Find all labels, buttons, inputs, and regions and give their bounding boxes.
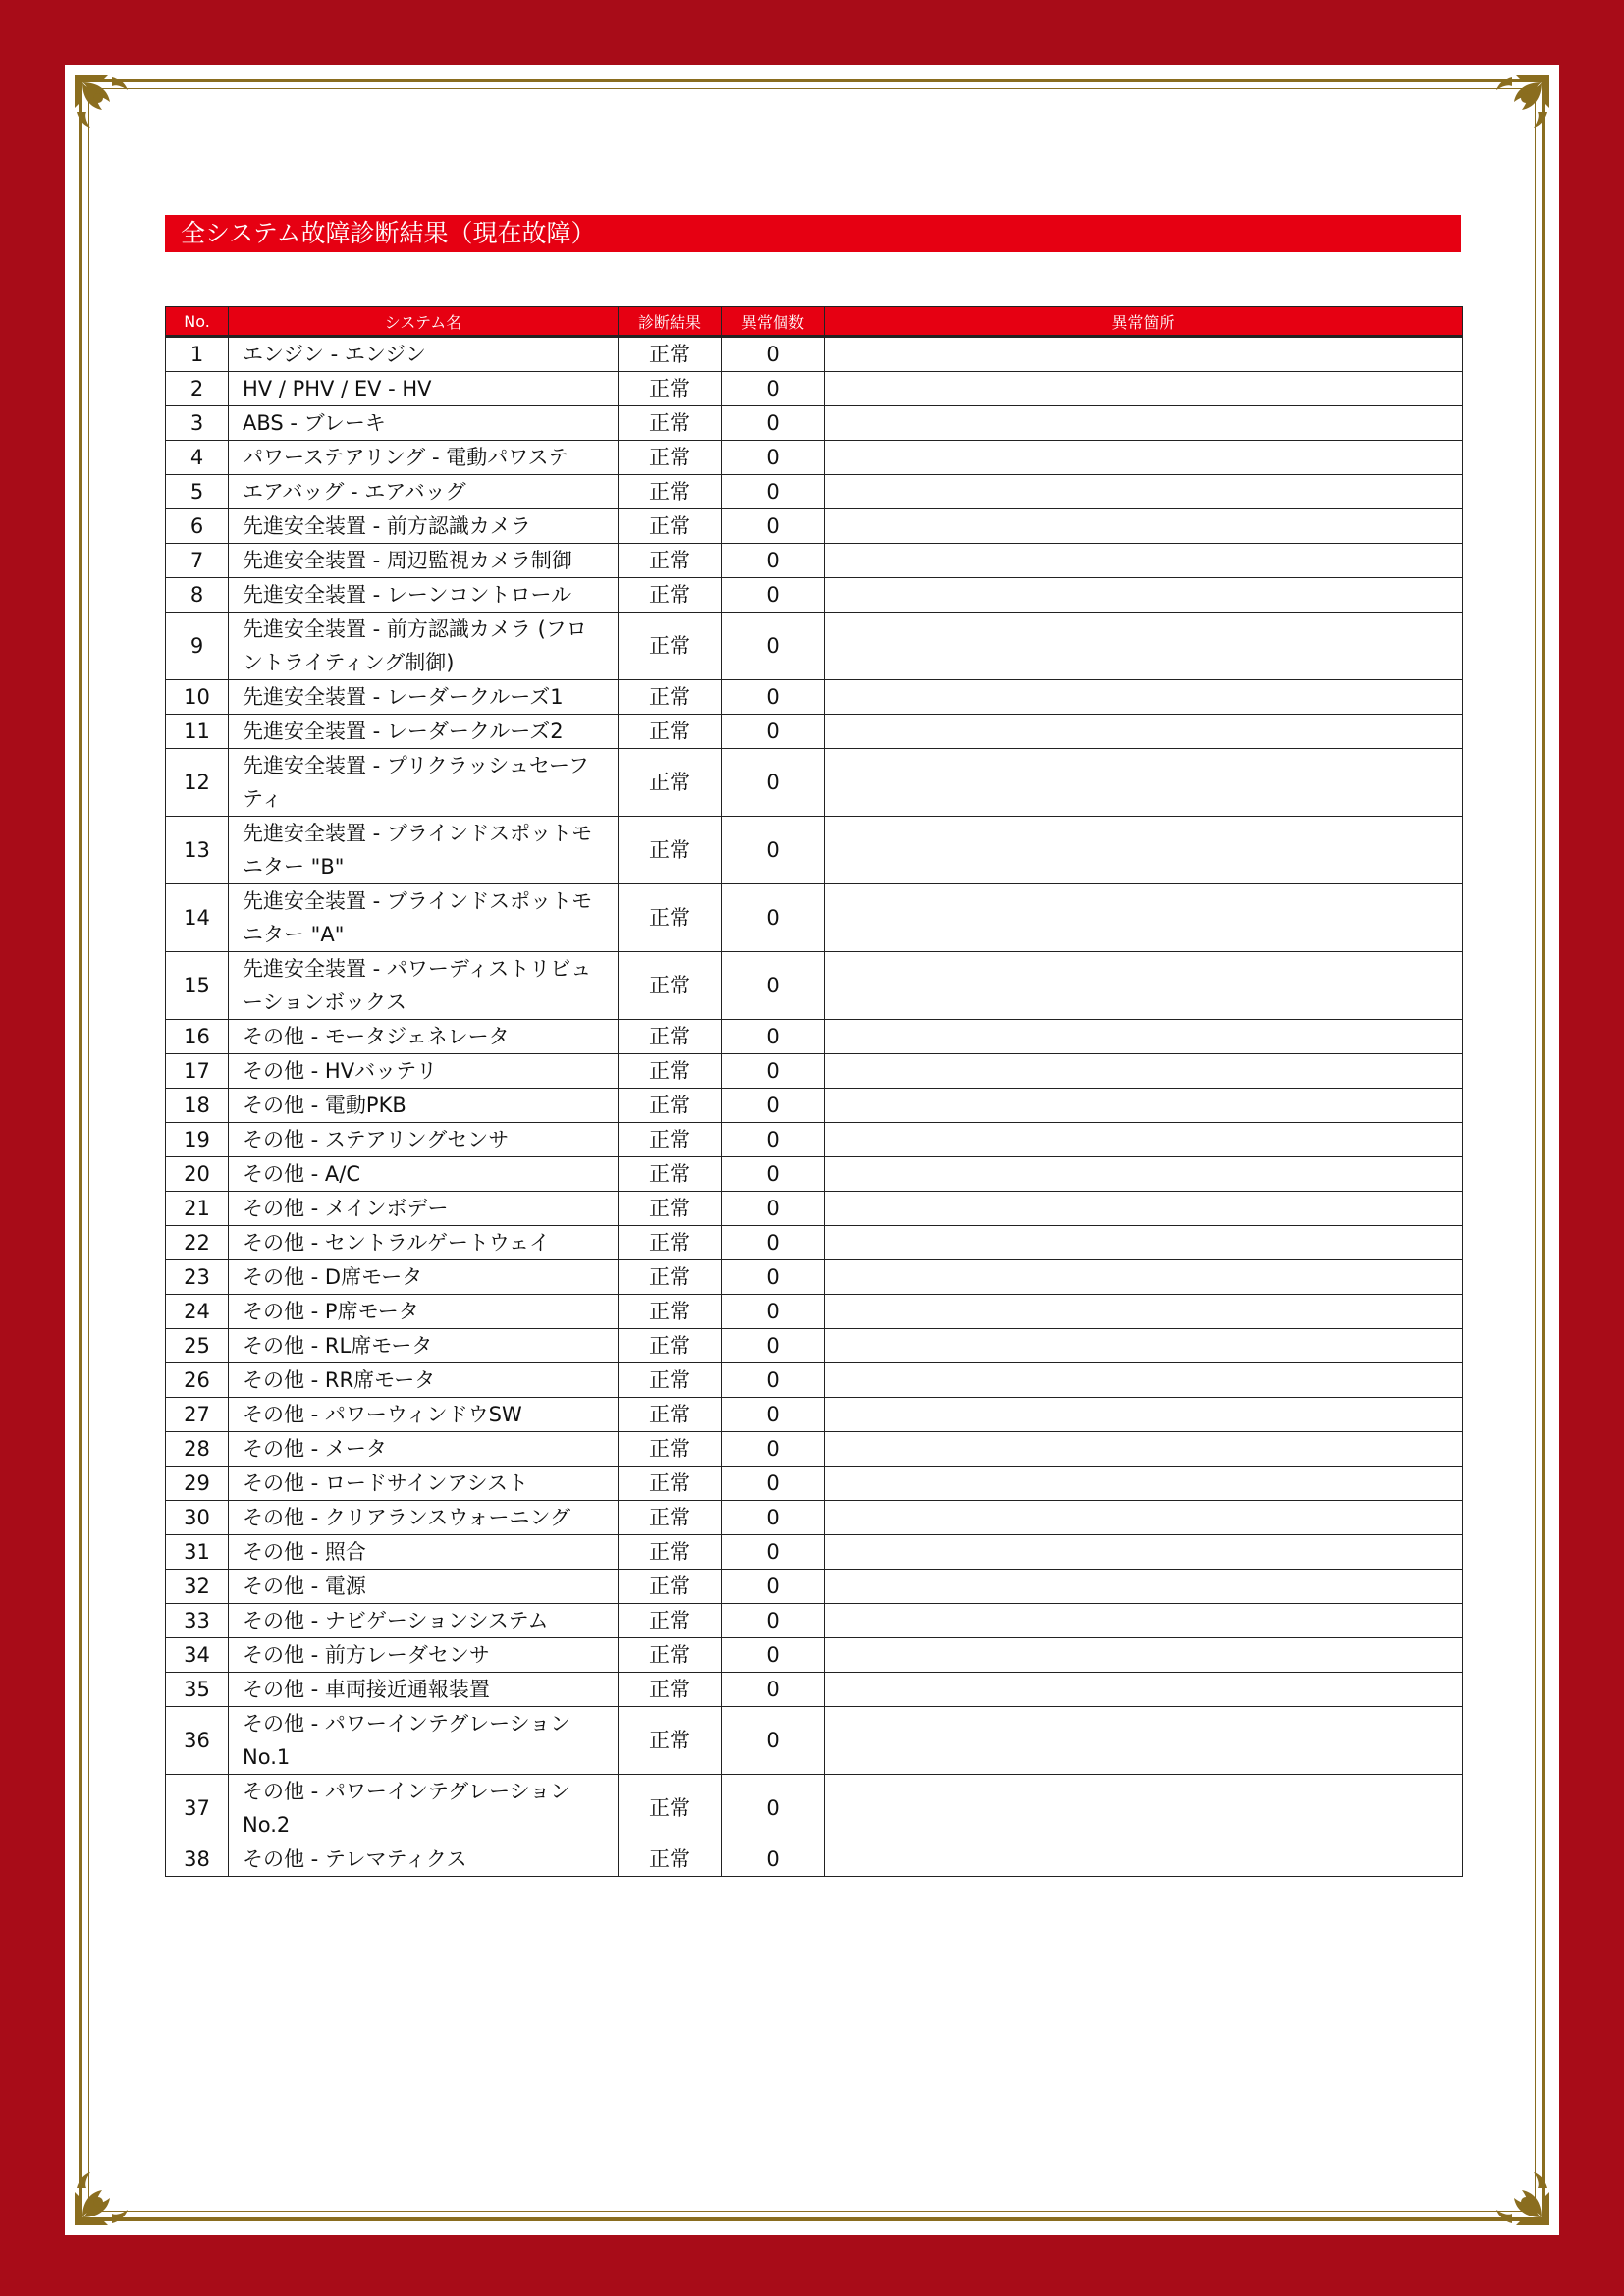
fault-count: 0 xyxy=(722,1570,825,1604)
row-number: 20 xyxy=(166,1157,229,1192)
fault-count: 0 xyxy=(722,884,825,952)
diagnosis-result: 正常 xyxy=(619,817,722,884)
system-name: 先進安全装置 - レーダークルーズ2 xyxy=(229,715,619,749)
fault-count: 0 xyxy=(722,1054,825,1089)
row-number: 17 xyxy=(166,1054,229,1089)
fault-count: 0 xyxy=(722,715,825,749)
fault-location xyxy=(825,1295,1463,1329)
diagnosis-result: 正常 xyxy=(619,749,722,817)
fault-count: 0 xyxy=(722,817,825,884)
table-row xyxy=(166,1260,1463,1295)
table-row xyxy=(166,817,1463,884)
table-row xyxy=(166,337,1463,372)
row-number: 9 xyxy=(166,613,229,680)
system-name: その他 - メインボデー xyxy=(229,1192,619,1226)
fault-count: 0 xyxy=(722,1260,825,1295)
fault-count: 0 xyxy=(722,509,825,544)
table-row xyxy=(166,406,1463,441)
column-header-result: 診断結果 xyxy=(619,307,722,337)
row-number: 38 xyxy=(166,1842,229,1877)
fault-location xyxy=(825,406,1463,441)
table-row xyxy=(166,1535,1463,1570)
fault-count: 0 xyxy=(722,1707,825,1775)
system-name: 先進安全装置 - レーンコントロール xyxy=(229,578,619,613)
fault-location xyxy=(825,441,1463,475)
system-name: その他 - メータ xyxy=(229,1432,619,1467)
system-name: その他 - パワーインテグレーション No.1 xyxy=(229,1707,619,1775)
table-row xyxy=(166,544,1463,578)
fault-count: 0 xyxy=(722,1157,825,1192)
diagnosis-result: 正常 xyxy=(619,441,722,475)
system-name: 先進安全装置 - 前方認識カメラ (フロントライティング制御) xyxy=(229,613,619,680)
fault-location xyxy=(825,749,1463,817)
diagnosis-result: 正常 xyxy=(619,1329,722,1363)
report-title: 全システム故障診断結果（現在故障） xyxy=(165,215,1461,252)
row-number: 36 xyxy=(166,1707,229,1775)
table-row xyxy=(166,1398,1463,1432)
table-row xyxy=(166,1570,1463,1604)
system-name: その他 - HVバッテリ xyxy=(229,1054,619,1089)
table-row xyxy=(166,1842,1463,1877)
system-name: その他 - A/C xyxy=(229,1157,619,1192)
fault-location xyxy=(825,544,1463,578)
system-name: その他 - セントラルゲートウェイ xyxy=(229,1226,619,1260)
fault-count: 0 xyxy=(722,1673,825,1707)
row-number: 7 xyxy=(166,544,229,578)
diagnosis-result: 正常 xyxy=(619,1363,722,1398)
table-row xyxy=(166,1638,1463,1673)
table-row xyxy=(166,1775,1463,1842)
fault-location xyxy=(825,1432,1463,1467)
diagnosis-result: 正常 xyxy=(619,509,722,544)
fault-location xyxy=(825,1398,1463,1432)
row-number: 27 xyxy=(166,1398,229,1432)
table-row xyxy=(166,715,1463,749)
diagnosis-result: 正常 xyxy=(619,1604,722,1638)
table-row xyxy=(166,1707,1463,1775)
table-row xyxy=(166,372,1463,406)
diagnosis-result: 正常 xyxy=(619,952,722,1020)
system-name: 先進安全装置 - ブラインドスポットモニター "A" xyxy=(229,884,619,952)
table-row xyxy=(166,1363,1463,1398)
diagnosis-result: 正常 xyxy=(619,372,722,406)
row-number: 32 xyxy=(166,1570,229,1604)
diagnosis-result: 正常 xyxy=(619,1192,722,1226)
fault-count: 0 xyxy=(722,1089,825,1123)
fault-count: 0 xyxy=(722,1020,825,1054)
table-row xyxy=(166,509,1463,544)
column-header-no: No. xyxy=(166,307,229,337)
fault-count: 0 xyxy=(722,1329,825,1363)
diagnosis-result: 正常 xyxy=(619,1398,722,1432)
row-number: 16 xyxy=(166,1020,229,1054)
table-row xyxy=(166,1295,1463,1329)
system-name: その他 - ステアリングセンサ xyxy=(229,1123,619,1157)
fault-count: 0 xyxy=(722,1775,825,1842)
diagnosis-result: 正常 xyxy=(619,475,722,509)
fault-count: 0 xyxy=(722,1398,825,1432)
system-name: その他 - テレマティクス xyxy=(229,1842,619,1877)
table-row xyxy=(166,1329,1463,1363)
fault-count: 0 xyxy=(722,475,825,509)
system-name: その他 - 電源 xyxy=(229,1570,619,1604)
fault-location xyxy=(825,1775,1463,1842)
row-number: 24 xyxy=(166,1295,229,1329)
row-number: 37 xyxy=(166,1775,229,1842)
fault-location xyxy=(825,1707,1463,1775)
fault-location xyxy=(825,1535,1463,1570)
system-name: パワーステアリング - 電動パワステ xyxy=(229,441,619,475)
row-number: 35 xyxy=(166,1673,229,1707)
diagnosis-result: 正常 xyxy=(619,1775,722,1842)
fault-location xyxy=(825,1089,1463,1123)
fault-count: 0 xyxy=(722,1226,825,1260)
row-number: 13 xyxy=(166,817,229,884)
row-number: 28 xyxy=(166,1432,229,1467)
diagnosis-result: 正常 xyxy=(619,1089,722,1123)
row-number: 19 xyxy=(166,1123,229,1157)
fault-location xyxy=(825,1260,1463,1295)
table-row xyxy=(166,1432,1463,1467)
fault-location xyxy=(825,1226,1463,1260)
system-name: その他 - 電動PKB xyxy=(229,1089,619,1123)
fault-location xyxy=(825,1842,1463,1877)
system-name: その他 - RL席モータ xyxy=(229,1329,619,1363)
table-row xyxy=(166,613,1463,680)
fault-location xyxy=(825,1192,1463,1226)
row-number: 5 xyxy=(166,475,229,509)
column-header-count: 異常個数 xyxy=(722,307,825,337)
fault-count: 0 xyxy=(722,1295,825,1329)
table-row xyxy=(166,1192,1463,1226)
diagnosis-result: 正常 xyxy=(619,1638,722,1673)
system-name: エアバッグ - エアバッグ xyxy=(229,475,619,509)
fault-location xyxy=(825,1467,1463,1501)
table-row xyxy=(166,884,1463,952)
diagnosis-result: 正常 xyxy=(619,337,722,372)
diagnosis-result: 正常 xyxy=(619,1157,722,1192)
system-name: その他 - パワーウィンドウSW xyxy=(229,1398,619,1432)
table-body xyxy=(166,337,1463,1877)
fault-count: 0 xyxy=(722,1842,825,1877)
table-row xyxy=(166,1467,1463,1501)
diagnosis-result: 正常 xyxy=(619,884,722,952)
table-row xyxy=(166,952,1463,1020)
fault-location xyxy=(825,715,1463,749)
table-header-row xyxy=(166,307,1463,337)
fault-count: 0 xyxy=(722,1467,825,1501)
system-name: その他 - ロードサインアシスト xyxy=(229,1467,619,1501)
table-row xyxy=(166,1604,1463,1638)
fault-count: 0 xyxy=(722,337,825,372)
system-name: ABS - ブレーキ xyxy=(229,406,619,441)
row-number: 10 xyxy=(166,680,229,715)
diagnosis-result: 正常 xyxy=(619,1707,722,1775)
column-header-location: 異常箇所 xyxy=(825,307,1463,337)
system-name: その他 - 照合 xyxy=(229,1535,619,1570)
corner-ornament-icon xyxy=(1467,2143,1555,2231)
system-name: その他 - D席モータ xyxy=(229,1260,619,1295)
corner-ornament-icon xyxy=(69,69,157,157)
fault-location xyxy=(825,1157,1463,1192)
fault-location xyxy=(825,1638,1463,1673)
system-name: その他 - ナビゲーションシステム xyxy=(229,1604,619,1638)
row-number: 23 xyxy=(166,1260,229,1295)
fault-count: 0 xyxy=(722,1432,825,1467)
fault-count: 0 xyxy=(722,680,825,715)
row-number: 3 xyxy=(166,406,229,441)
system-name: その他 - モータジェネレータ xyxy=(229,1020,619,1054)
fault-count: 0 xyxy=(722,441,825,475)
table-row xyxy=(166,1226,1463,1260)
diagnosis-result: 正常 xyxy=(619,715,722,749)
fault-count: 0 xyxy=(722,578,825,613)
table-row xyxy=(166,1054,1463,1089)
corner-ornament-icon xyxy=(69,2143,157,2231)
fault-location xyxy=(825,680,1463,715)
fault-location xyxy=(825,1020,1463,1054)
row-number: 6 xyxy=(166,509,229,544)
row-number: 26 xyxy=(166,1363,229,1398)
table-row xyxy=(166,1020,1463,1054)
fault-location xyxy=(825,1123,1463,1157)
corner-ornament-icon xyxy=(1467,69,1555,157)
row-number: 12 xyxy=(166,749,229,817)
table-row xyxy=(166,1089,1463,1123)
fault-location xyxy=(825,817,1463,884)
column-header-system: システム名 xyxy=(229,307,619,337)
row-number: 18 xyxy=(166,1089,229,1123)
system-name: 先進安全装置 - プリクラッシュセーフティ xyxy=(229,749,619,817)
diagnosis-table xyxy=(165,306,1463,1877)
diagnosis-result: 正常 xyxy=(619,1842,722,1877)
table-row xyxy=(166,1157,1463,1192)
diagnosis-result: 正常 xyxy=(619,680,722,715)
fault-count: 0 xyxy=(722,372,825,406)
fault-location xyxy=(825,475,1463,509)
fault-location xyxy=(825,372,1463,406)
system-name: HV / PHV / EV - HV xyxy=(229,372,619,406)
diagnosis-result: 正常 xyxy=(619,1673,722,1707)
fault-count: 0 xyxy=(722,1501,825,1535)
fault-location xyxy=(825,1054,1463,1089)
row-number: 22 xyxy=(166,1226,229,1260)
row-number: 25 xyxy=(166,1329,229,1363)
diagnosis-result: 正常 xyxy=(619,578,722,613)
system-name: その他 - 車両接近通報装置 xyxy=(229,1673,619,1707)
diagnosis-result: 正常 xyxy=(619,1295,722,1329)
fault-location xyxy=(825,884,1463,952)
system-name: 先進安全装置 - レーダークルーズ1 xyxy=(229,680,619,715)
fault-count: 0 xyxy=(722,1535,825,1570)
row-number: 29 xyxy=(166,1467,229,1501)
fault-count: 0 xyxy=(722,1638,825,1673)
fault-count: 0 xyxy=(722,613,825,680)
fault-location xyxy=(825,337,1463,372)
row-number: 4 xyxy=(166,441,229,475)
diagnosis-result: 正常 xyxy=(619,1535,722,1570)
table-row xyxy=(166,578,1463,613)
fault-count: 0 xyxy=(722,544,825,578)
fault-count: 0 xyxy=(722,1192,825,1226)
row-number: 2 xyxy=(166,372,229,406)
fault-location xyxy=(825,1363,1463,1398)
fault-location xyxy=(825,1604,1463,1638)
fault-count: 0 xyxy=(722,749,825,817)
diagnosis-result: 正常 xyxy=(619,1123,722,1157)
system-name: 先進安全装置 - 前方認識カメラ xyxy=(229,509,619,544)
system-name: エンジン - エンジン xyxy=(229,337,619,372)
diagnosis-result: 正常 xyxy=(619,1501,722,1535)
fault-location xyxy=(825,1570,1463,1604)
row-number: 15 xyxy=(166,952,229,1020)
system-name: その他 - パワーインテグレーション No.2 xyxy=(229,1775,619,1842)
fault-count: 0 xyxy=(722,406,825,441)
diagnosis-result: 正常 xyxy=(619,1226,722,1260)
row-number: 31 xyxy=(166,1535,229,1570)
system-name: その他 - RR席モータ xyxy=(229,1363,619,1398)
fault-location xyxy=(825,952,1463,1020)
system-name: 先進安全装置 - パワーディストリビューションボックス xyxy=(229,952,619,1020)
diagnosis-result: 正常 xyxy=(619,1260,722,1295)
system-name: 先進安全装置 - 周辺監視カメラ制御 xyxy=(229,544,619,578)
diagnosis-result: 正常 xyxy=(619,1020,722,1054)
table-row xyxy=(166,1673,1463,1707)
fault-count: 0 xyxy=(722,1363,825,1398)
system-name: その他 - P席モータ xyxy=(229,1295,619,1329)
system-name: その他 - 前方レーダセンサ xyxy=(229,1638,619,1673)
fault-count: 0 xyxy=(722,952,825,1020)
fault-count: 0 xyxy=(722,1604,825,1638)
table-row xyxy=(166,680,1463,715)
row-number: 21 xyxy=(166,1192,229,1226)
table-row xyxy=(166,475,1463,509)
row-number: 34 xyxy=(166,1638,229,1673)
fault-location xyxy=(825,1329,1463,1363)
table-row xyxy=(166,1123,1463,1157)
row-number: 14 xyxy=(166,884,229,952)
diagnosis-result: 正常 xyxy=(619,1432,722,1467)
row-number: 33 xyxy=(166,1604,229,1638)
fault-location xyxy=(825,578,1463,613)
row-number: 8 xyxy=(166,578,229,613)
diagnosis-result: 正常 xyxy=(619,1570,722,1604)
fault-count: 0 xyxy=(722,1123,825,1157)
row-number: 30 xyxy=(166,1501,229,1535)
table-row xyxy=(166,749,1463,817)
table-row xyxy=(166,441,1463,475)
diagnosis-result: 正常 xyxy=(619,544,722,578)
diagnosis-result: 正常 xyxy=(619,613,722,680)
table-row xyxy=(166,1501,1463,1535)
system-name: 先進安全装置 - ブラインドスポットモニター "B" xyxy=(229,817,619,884)
row-number: 1 xyxy=(166,337,229,372)
fault-location xyxy=(825,1501,1463,1535)
fault-location xyxy=(825,509,1463,544)
diagnosis-result: 正常 xyxy=(619,1467,722,1501)
fault-location xyxy=(825,613,1463,680)
row-number: 11 xyxy=(166,715,229,749)
diagnosis-result: 正常 xyxy=(619,406,722,441)
diagnosis-result: 正常 xyxy=(619,1054,722,1089)
fault-location xyxy=(825,1673,1463,1707)
system-name: その他 - クリアランスウォーニング xyxy=(229,1501,619,1535)
